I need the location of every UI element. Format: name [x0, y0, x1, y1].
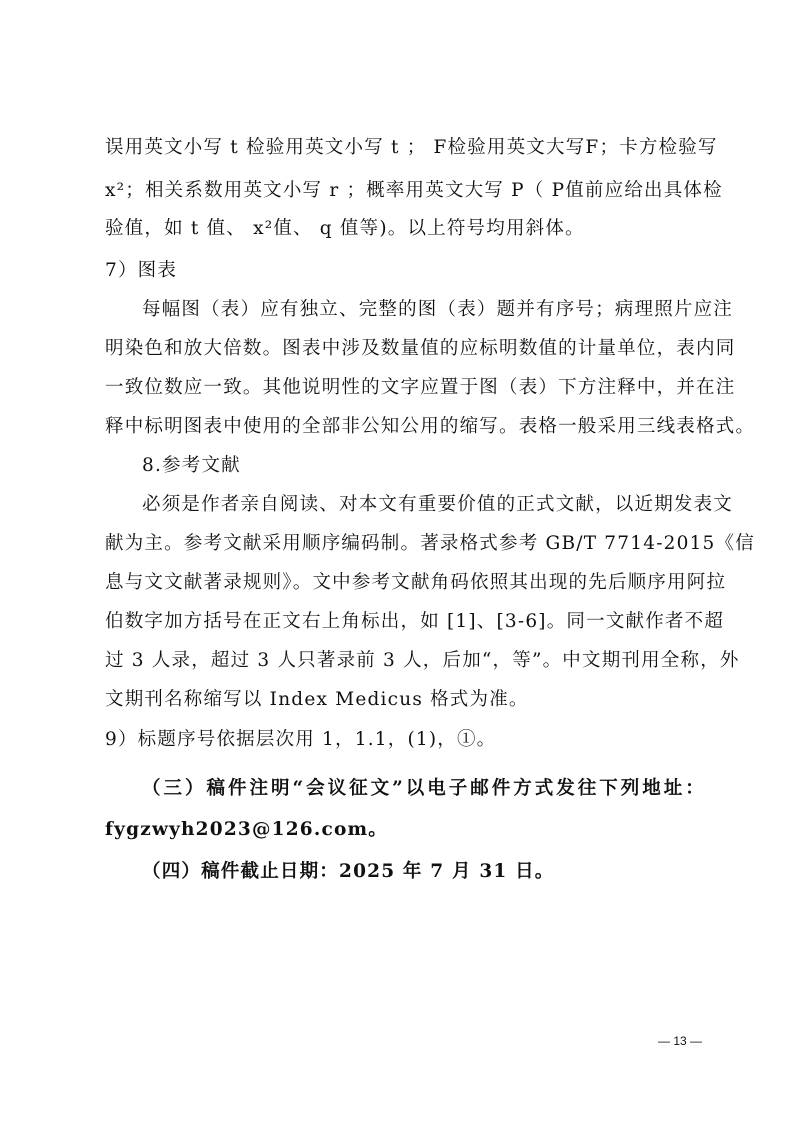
- text-line-10: 必须是作者亲自阅读、对本文有重要价值的正式文献，以近期发表文: [142, 494, 734, 515]
- submission-deadline: （四）稿件截止日期：2025 年 7 月 31 日。: [142, 861, 555, 882]
- section-heading-figures: 7）图表: [105, 260, 178, 281]
- submission-instruction: （三）稿件注明“会议征文”以电子邮件方式发往下列地址：: [142, 778, 705, 799]
- page-number: — 13 —: [657, 1034, 702, 1048]
- text-line-5: 每幅图（表）应有独立、完整的图（表）题并有序号；病理照片应注: [142, 299, 734, 320]
- text-line-8: 释中标明图表中使用的全部非公知公用的缩写。表格一般采用三线表格式。: [105, 416, 756, 437]
- text-line-12: 息与文文献著录规则》。文中参考文献角码依照其出现的先后顺序用阿拉: [105, 572, 727, 593]
- text-line-11: 献为主。参考文献采用顺序编码制。著录格式参考 GB/T 7714-2015《信: [105, 533, 755, 554]
- submission-email[interactable]: fygzwyh2023@126.com。: [105, 819, 388, 840]
- text-line-14: 过 3 人录，超过 3 人只著录前 3 人，后加“，等”。中文期刊用全称，外: [105, 650, 740, 671]
- text-line-15: 文期刊名称缩写以 Index Medicus 格式为准。: [105, 689, 529, 710]
- text-line-1: 误用英文小写 t 检验用英文小写 t ； F检验用英文大写F；卡方检验写: [105, 137, 718, 158]
- text-line-7: 一致位数应一致。其他说明性的文字应置于图（表）下方注释中，并在注: [105, 377, 736, 398]
- section-heading-references: 8.参考文献: [142, 455, 241, 476]
- section-heading-numbering: 9）标题序号依据层次用 1，1.1，(1)，①。: [105, 729, 497, 750]
- text-line-6: 明染色和放大倍数。图表中涉及数量值的应标明数值的计量单位，表内同: [105, 338, 736, 359]
- text-line-2: x²；相关系数用英文小写 r ；概率用英文大写 P（ P值前应给出具体检: [105, 180, 723, 201]
- text-line-3: 验值，如 t 值、 x²值、 q 值等)。以上符号均用斜体。: [105, 218, 585, 239]
- text-line-13: 伯数字加方括号在正文右上角标出，如 [1]、[3-6]。同一文献作者不超: [105, 611, 725, 632]
